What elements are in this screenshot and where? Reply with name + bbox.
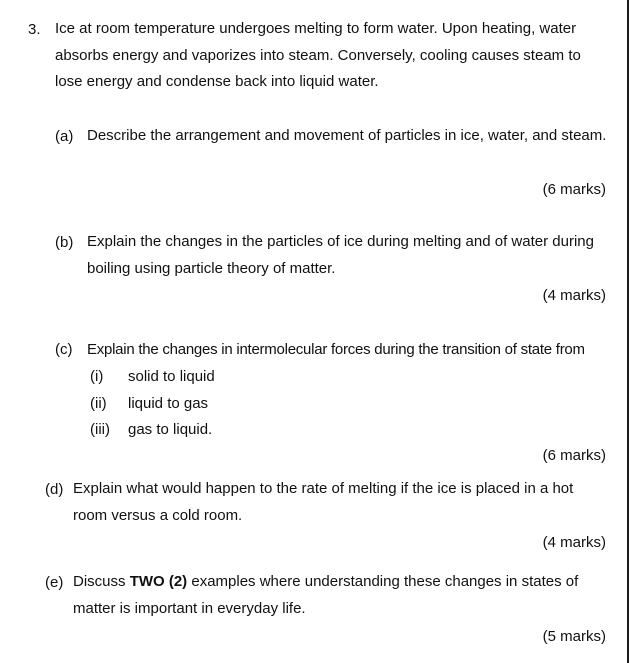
- part-b-marks: (4 marks): [542, 287, 606, 304]
- part-b-text: Explain the changes in the particles of ice during melting and of water during boiling using particle theory of matter.: [87, 233, 594, 277]
- part-d-text: Explain what would happen to the rate of melting if the ice is placed in a hot room versus a cold room.: [73, 480, 574, 524]
- part-d-label: (d): [45, 481, 64, 498]
- part-a-label: (a): [55, 128, 74, 145]
- page-right-border: [627, 0, 629, 663]
- part-c-marks: (6 marks): [542, 447, 606, 464]
- part-e-text: [73, 569, 601, 622]
- part-a-marks: (6 marks): [542, 181, 606, 198]
- part-d-marks: (4 marks): [542, 534, 606, 551]
- part-e-label: (e): [45, 574, 64, 591]
- part-c-subpart-text: liquid to gas: [128, 395, 209, 412]
- part-c-subpart-label: (ii): [90, 395, 107, 412]
- part-c-text: Explain the changes in intermolecular forces during the transition of state from: [87, 341, 585, 358]
- part-c-subpart-label: (iii): [90, 421, 110, 438]
- part-c-subpart-label: (i): [90, 368, 104, 385]
- part-b-label: (b): [55, 234, 74, 251]
- part-e-text-bold: TWO (2): [129, 573, 188, 590]
- part-e-text-after: examples where understanding these changes in states of matter is important in everyday life.: [73, 573, 579, 617]
- part-c-subpart-text: solid to liquid: [128, 368, 215, 385]
- part-c-subpart-text: gas to liquid.: [128, 421, 213, 438]
- question-stem: Ice at room temperature undergoes melting to form water. Upon heating, water absorbs energy and vaporizes into steam. Conversely, cooling causes steam to lose energy and condense back into liquid water.: [55, 20, 581, 90]
- question-number: 3.: [28, 21, 41, 38]
- part-e-text-before: Discuss: [73, 573, 130, 590]
- part-c-label: (c): [55, 341, 73, 358]
- part-e-marks: (5 marks): [542, 628, 606, 645]
- part-a-text: Describe the arrangement and movement of particles in ice, water, and steam.: [87, 127, 607, 144]
